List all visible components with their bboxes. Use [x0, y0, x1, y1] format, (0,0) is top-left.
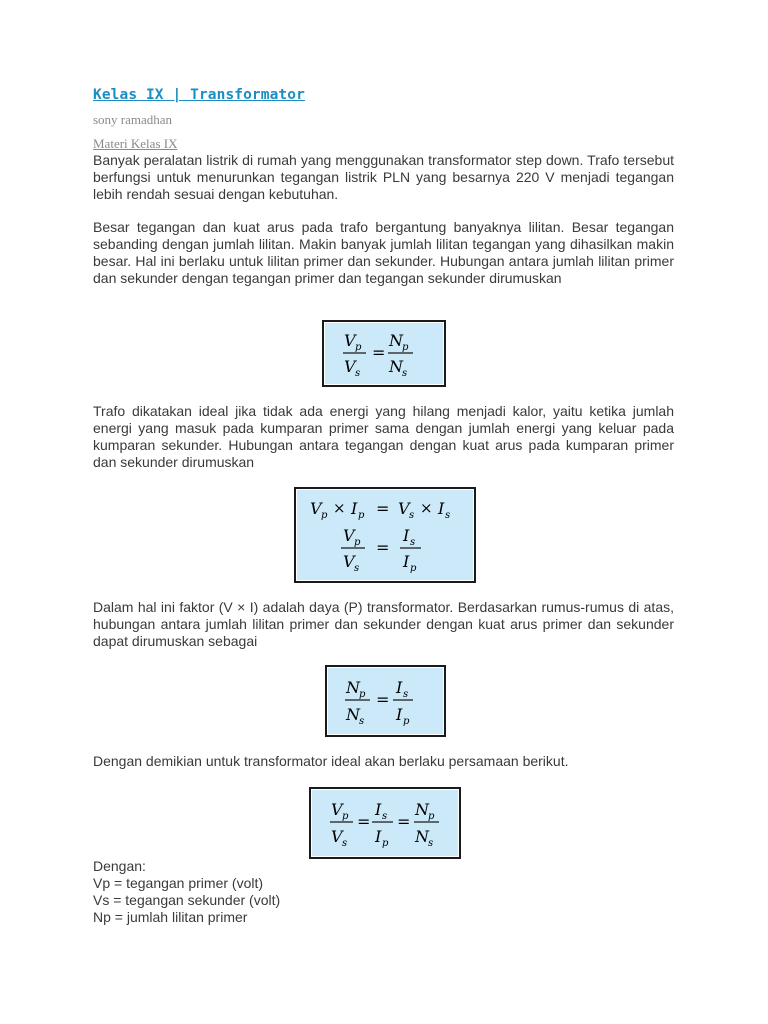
- formula-symbol: I: [351, 499, 358, 518]
- formula-subscript: p: [321, 510, 328, 521]
- formula-subscript: s: [402, 368, 408, 379]
- formula-voltage-ratio: [322, 320, 446, 387]
- formula-equals: =: [372, 343, 386, 362]
- formula-subscript: p: [403, 716, 410, 727]
- formula-symbol: I: [396, 705, 403, 724]
- formula-subscript: p: [342, 811, 349, 822]
- formula-symbol: N: [389, 357, 403, 376]
- formula-subscript: p: [410, 563, 417, 574]
- formula-equals: =: [397, 812, 411, 831]
- formula-symbol: V: [343, 526, 355, 545]
- paragraph-voltage-windings: Besar tegangan dan kuat arus pada trafo bergantung banyaknya lilitan. Besar tegangan sebanding dengan jumlah lilitan. Makin banyak jumlah lilitan tegangan yang dihasilkan makin besar. Hal ini berlaku untuk lilitan primer dan sekunder. Hubungan antara jumlah lilitan primer dan sekunder dengan tegangan primer dan tegangan sekunder dirumuskan: [93, 219, 674, 286]
- formula-equals: =: [376, 499, 390, 518]
- formula-subscript: s: [342, 838, 348, 849]
- definition-intro: Dengan:: [93, 858, 146, 874]
- formula-subscript: s: [403, 689, 409, 700]
- formula-symbol: I: [403, 526, 410, 545]
- formula-times: ×: [333, 499, 346, 517]
- definition-list: [93, 858, 280, 926]
- formula-symbol: V: [344, 331, 356, 350]
- page-title[interactable]: Kelas IX | Transformator: [93, 87, 305, 103]
- formula-current-ratio: [325, 665, 446, 737]
- formula-symbol: N: [415, 827, 429, 846]
- definition-item-np: Np = jumlah lilitan primer: [93, 909, 248, 925]
- formula-equals: =: [376, 690, 390, 709]
- formula-subscript: p: [354, 537, 361, 548]
- formula-subscript: p: [359, 689, 366, 700]
- formula-symbol: N: [346, 705, 360, 724]
- formula-symbol: V: [310, 499, 322, 518]
- formula-symbol: V: [331, 800, 343, 819]
- formula-equals: =: [357, 812, 371, 831]
- author-name: sony ramadhan: [93, 112, 173, 127]
- formula-symbol: V: [331, 827, 343, 846]
- formula-subscript: s: [354, 563, 360, 574]
- formula-symbol: I: [396, 678, 403, 697]
- formula-symbol: N: [415, 800, 429, 819]
- formula-symbol: N: [346, 678, 360, 697]
- formula-symbol: V: [344, 357, 356, 376]
- paragraph-ideal-transformer: Trafo dikatakan ideal jika tidak ada energi yang hilang menjadi kalor, yaitu ketika jumlah energi yang masuk pada kumparan primer sama dengan jumlah energi yang keluar pada kumparan sekunder. Hubungan antara tegangan dengan kuat arus pada kumparan primer dan sekunder dirumuskan: [93, 403, 674, 470]
- formula-subscript: p: [382, 838, 389, 849]
- formula-power-balance: [294, 487, 476, 583]
- paragraph-intro: Banyak peralatan listrik di rumah yang menggunakan transformator step down. Trafo tersebut berfungsi untuk menurunkan tegangan listrik PLN yang besarnya 220 V menjadi tegangan lebih rendah sesuai dengan kebutuhan.: [93, 152, 674, 202]
- formula-subscript: s: [359, 716, 365, 727]
- formula-symbol: I: [375, 827, 382, 846]
- formula-subscript: s: [410, 537, 416, 548]
- formula-symbol: V: [343, 552, 355, 571]
- formula-subscript: p: [358, 510, 365, 521]
- formula-subscript: p: [428, 811, 435, 822]
- definition-item-vp: Vp = tegangan primer (volt): [93, 875, 264, 891]
- formula-subscript: s: [409, 510, 415, 521]
- formula-symbol: I: [403, 552, 410, 571]
- definition-item-vs: Vs = tegangan sekunder (volt): [93, 892, 281, 908]
- formula-subscript: s: [445, 510, 451, 521]
- formula-ideal-combined: [309, 787, 461, 859]
- formula-symbol: N: [389, 331, 403, 350]
- formula-symbol: I: [438, 499, 445, 518]
- category-label[interactable]: Materi Kelas IX: [93, 136, 178, 151]
- formula-subscript: p: [402, 342, 409, 353]
- formula-symbol: I: [375, 800, 382, 819]
- formula-equals: =: [376, 538, 390, 557]
- formula-subscript: s: [382, 811, 388, 822]
- formula-subscript: s: [355, 368, 361, 379]
- paragraph-power-factor: Dalam hal ini faktor (V × I) adalah daya (P) transformator. Berdasarkan rumus-rumus di atas, hubungan antara jumlah lilitan primer dan sekunder dengan kuat arus primer dan sekunder dapat dirumuskan sebagai: [93, 599, 674, 649]
- formula-subscript: s: [428, 838, 434, 849]
- formula-times: ×: [420, 499, 433, 517]
- formula-subscript: p: [355, 342, 362, 353]
- formula-symbol: V: [398, 499, 410, 518]
- paragraph-ideal-equation: Dengan demikian untuk transformator ideal akan berlaku persamaan berikut.: [93, 753, 569, 769]
